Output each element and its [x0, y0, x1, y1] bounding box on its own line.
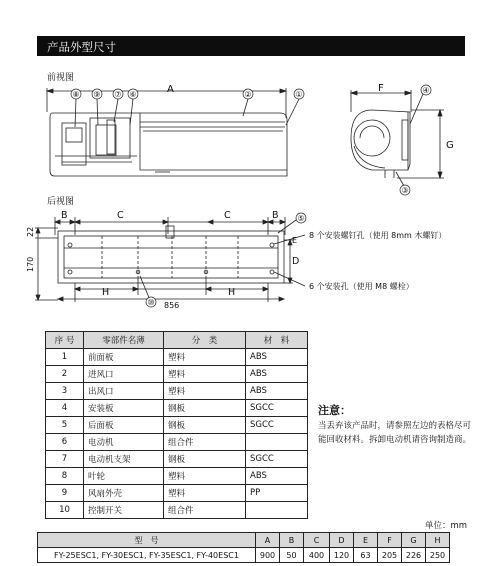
col-header: 材 料	[246, 332, 308, 349]
cell-model: FY-25ESC1, FY-30ESC1, FY-35ESC1, FY-40ESC1	[38, 548, 256, 563]
side-view-drawing	[351, 90, 444, 186]
dim-h-right: H	[228, 287, 236, 298]
marker-2: ②	[244, 90, 252, 99]
cell-dim-d: 120	[330, 548, 354, 563]
cell-no: 9	[46, 485, 84, 502]
dim-e-label: E	[292, 236, 298, 245]
table-row	[46, 349, 308, 366]
cell-part-name: 电动机	[84, 434, 164, 451]
cell-part-name: 进风口	[84, 366, 164, 383]
cell-no: 1	[46, 349, 84, 366]
cell-no: 2	[46, 366, 84, 383]
table-row	[46, 502, 308, 519]
dim-b-left: B	[61, 210, 68, 221]
page-title: 产品外型尺寸	[47, 40, 116, 54]
dim-h-left: H	[102, 287, 110, 298]
cell-material: SGCC	[246, 400, 308, 417]
cell-part-name: 后面板	[84, 417, 164, 434]
cell-no: 10	[46, 502, 84, 519]
dim-d-label: D	[292, 256, 300, 267]
cell-category: 钢板	[164, 417, 246, 434]
cell-category: 组合件	[164, 434, 246, 451]
table-row	[46, 417, 308, 434]
cell-part-name: 出风口	[84, 383, 164, 400]
marker-9: ⑨	[93, 90, 101, 99]
col-header: G	[402, 533, 426, 548]
dims-table-header	[38, 533, 450, 548]
cell-material	[246, 502, 308, 519]
table-row	[38, 548, 450, 563]
col-header: 分 类	[164, 332, 246, 349]
unit-label: 单位：mm	[425, 521, 468, 531]
marker-8: ⑧	[72, 90, 80, 99]
cell-material: ABS	[246, 349, 308, 366]
cell-category: 塑料	[164, 468, 246, 485]
dim-c-right: C	[224, 210, 231, 221]
cell-material	[246, 434, 308, 451]
marker-3: ③	[401, 186, 409, 195]
cell-no: 6	[46, 434, 84, 451]
front-view-label: 前视图	[47, 73, 75, 83]
cell-material: ABS	[246, 366, 308, 383]
cell-dim-a: 900	[256, 548, 280, 563]
cell-dim-h: 250	[426, 548, 450, 563]
cell-dim-c: 400	[304, 548, 330, 563]
dim-170-label: 170	[26, 256, 35, 272]
front-view-drawing	[47, 88, 299, 176]
notice-body: 当丢弃该产品时，请参照左边的表格尽可能回收材料。拆卸电动机请咨询制造商。	[318, 421, 472, 445]
table-row	[46, 366, 308, 383]
col-header: C	[304, 533, 330, 548]
col-header: 型 号	[38, 533, 256, 548]
cell-category: 塑料	[164, 349, 246, 366]
cell-category: 塑料	[164, 485, 246, 502]
table-row	[46, 468, 308, 485]
cell-part-name: 电动机支架	[84, 451, 164, 468]
cell-category: 组合件	[164, 502, 246, 519]
cell-no: 7	[46, 451, 84, 468]
marker-4: ④	[422, 86, 430, 95]
cell-category: 钢板	[164, 451, 246, 468]
cell-no: 8	[46, 468, 84, 485]
cell-part-name: 风扇外壳	[84, 485, 164, 502]
cell-category: 塑料	[164, 383, 246, 400]
col-header: D	[330, 533, 354, 548]
marker-10: ⑩	[147, 298, 155, 307]
dim-f-label: F	[378, 83, 384, 94]
cell-dim-g: 226	[402, 548, 426, 563]
note-bolt-holes: 6 个安装孔（使用 M8 螺栓）	[309, 282, 414, 291]
cell-dim-b: 50	[280, 548, 304, 563]
dim-22-label: 22	[26, 226, 35, 237]
cell-no: 3	[46, 383, 84, 400]
table-row	[46, 451, 308, 468]
rear-view-label: 后视图	[47, 197, 75, 207]
cell-part-name: 前面板	[84, 349, 164, 366]
marker-6: ⑥	[129, 90, 137, 99]
col-header: H	[426, 533, 450, 548]
notice-title: 注意：	[318, 404, 351, 417]
cell-category: 钢板	[164, 400, 246, 417]
cell-material: SGCC	[246, 451, 308, 468]
marker-1: ①	[295, 90, 303, 99]
rear-view-drawing	[35, 217, 305, 302]
cell-dim-f: 205	[378, 548, 402, 563]
table-row	[46, 400, 308, 417]
col-header: E	[354, 533, 378, 548]
col-header: 序 号	[46, 332, 84, 349]
cell-part-name: 安装板	[84, 400, 164, 417]
table-row	[46, 485, 308, 502]
table-row	[46, 383, 308, 400]
table-row	[46, 434, 308, 451]
parts-table-header	[46, 332, 308, 349]
marker-5: ⑤	[297, 214, 305, 223]
cell-material: SGCC	[246, 417, 308, 434]
cell-part-name: 叶轮	[84, 468, 164, 485]
cell-category: 塑料	[164, 366, 246, 383]
col-header: 零部件名薄	[84, 332, 164, 349]
dim-a-label: A	[167, 84, 174, 95]
note-screw-holes: 8 个安装螺钉孔（使用 8mm 木螺钉）	[309, 231, 447, 240]
cell-material: PP	[246, 485, 308, 502]
col-header: A	[256, 533, 280, 548]
cell-no: 4	[46, 400, 84, 417]
parts-table	[45, 331, 308, 519]
cell-no: 5	[46, 417, 84, 434]
cell-material: ABS	[246, 383, 308, 400]
cell-material: ABS	[246, 468, 308, 485]
cell-dim-e: 63	[354, 548, 378, 563]
cell-part-name: 控制开关	[84, 502, 164, 519]
col-header: F	[378, 533, 402, 548]
marker-7: ⑦	[114, 90, 122, 99]
dim-c-left: C	[117, 210, 124, 221]
dimensions-table	[37, 532, 450, 563]
dim-856-label: 856	[164, 301, 180, 310]
col-header: B	[280, 533, 304, 548]
dim-b-right: B	[272, 210, 279, 221]
dim-g-label: G	[446, 140, 454, 151]
